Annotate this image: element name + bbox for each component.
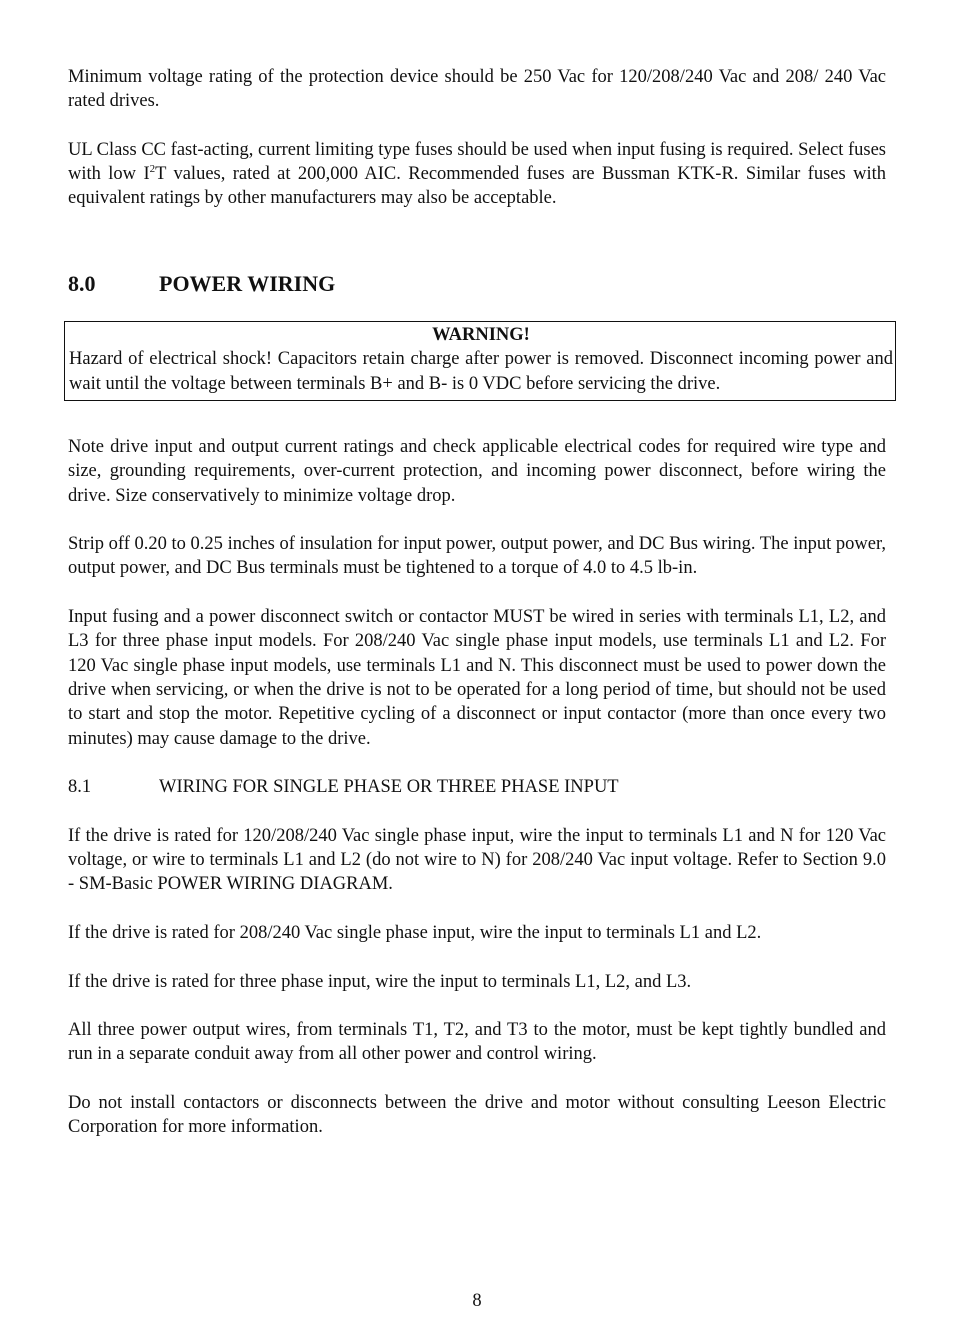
paragraph-single-phase-120: If the drive is rated for 120/208/240 Vac single phase input, wire the input to terminals L1 and N for 120 Vac voltage, or wire to terminals L1 and L2 (do not wire to N) for 208/240 Vac input voltage. Refer to Section 9.0 - SM-Basic POWER WIRING DIAGRAM.	[68, 825, 886, 895]
warning-title: WARNING!	[432, 325, 530, 345]
warning-text: Hazard of electrical shock! Capacitors retain charge after power is removed. Disconnect incoming power and wait until the voltage between terminals B+ and B- is 0 VDC before servicing the drive.	[69, 349, 893, 394]
fuse-text-b: T values, rated at 200,000 AIC. Recommended fuses are Bussman KTK-R. Similar fuses with equivalent ratings by other manufacturers may also be acceptable.	[68, 164, 886, 209]
section-title: POWER WIRING	[159, 270, 336, 296]
paragraph-strip-insulation: Strip off 0.20 to 0.25 inches of insulation for input power, output power, and DC Bus wiring. The input power, output power, and DC Bus terminals must be tightened to a torque of 4.0 to 4.5 lb-in.	[68, 534, 886, 579]
page-content	[68, 65, 886, 298]
paragraph-fuse-class	[68, 138, 886, 211]
superscript-2: 2	[149, 163, 156, 176]
page-content-lower	[68, 435, 886, 1140]
fuse-text-a: UL Class CC fast-acting, current limiting type fuses should be used when input fusing is required. Select fuses with low I	[68, 139, 886, 185]
paragraph-voltage-rating: Minimum voltage rating of the protection device should be 250 Vac for 120/208/240 Vac and 208/ 240 Vac rated drives.	[68, 67, 886, 112]
subsection-number: 8.1	[68, 777, 92, 798]
section-heading	[68, 270, 886, 298]
paragraph-contactors: Do not install contactors or disconnects between the drive and motor without consulting Leeson Electric Corporation for more information.	[68, 1093, 886, 1138]
subsection-heading	[68, 775, 886, 799]
warning-box	[64, 321, 896, 401]
paragraph-ratings-codes: Note drive input and output current ratings and check applicable electrical codes for required wire type and size, grounding requirements, over-current protection, and incoming power disconnect, before wiring the drive. Size conservatively to minimize voltage drop.	[68, 437, 886, 506]
section-number: 8.0	[68, 270, 96, 296]
paragraph-output-wires: All three power output wires, from terminals T1, T2, and T3 to the motor, must be kept tightly bundled and run in a separate conduit away from all other power and control wiring.	[68, 1020, 886, 1065]
paragraph-three-phase: If the drive is rated for three phase input, wire the input to terminals L1, L2, and L3.	[68, 971, 692, 992]
paragraph-single-phase-208: If the drive is rated for 208/240 Vac single phase input, wire the input to terminals L1 and L2.	[68, 922, 762, 943]
paragraph-input-fusing: Input fusing and a power disconnect switch or contactor MUST be wired in series with terminals L1, L2, and L3 for three phase input models. For 208/240 Vac single phase input models, use terminals L1 and L2. For 120 Vac single phase input models, use terminals L1 and N. This disconnect must be used to power down the drive when servicing, or when the drive is not to be operated for a long period of time, but should not be used to start and stop the motor. Repetitive cycling of a disconnect or input contactor (more than once every two minutes) may cause damage to the drive.	[68, 607, 886, 749]
subsection-title: WIRING FOR SINGLE PHASE OR THREE PHASE INPUT	[159, 777, 619, 798]
page-number: 8	[472, 1291, 482, 1311]
